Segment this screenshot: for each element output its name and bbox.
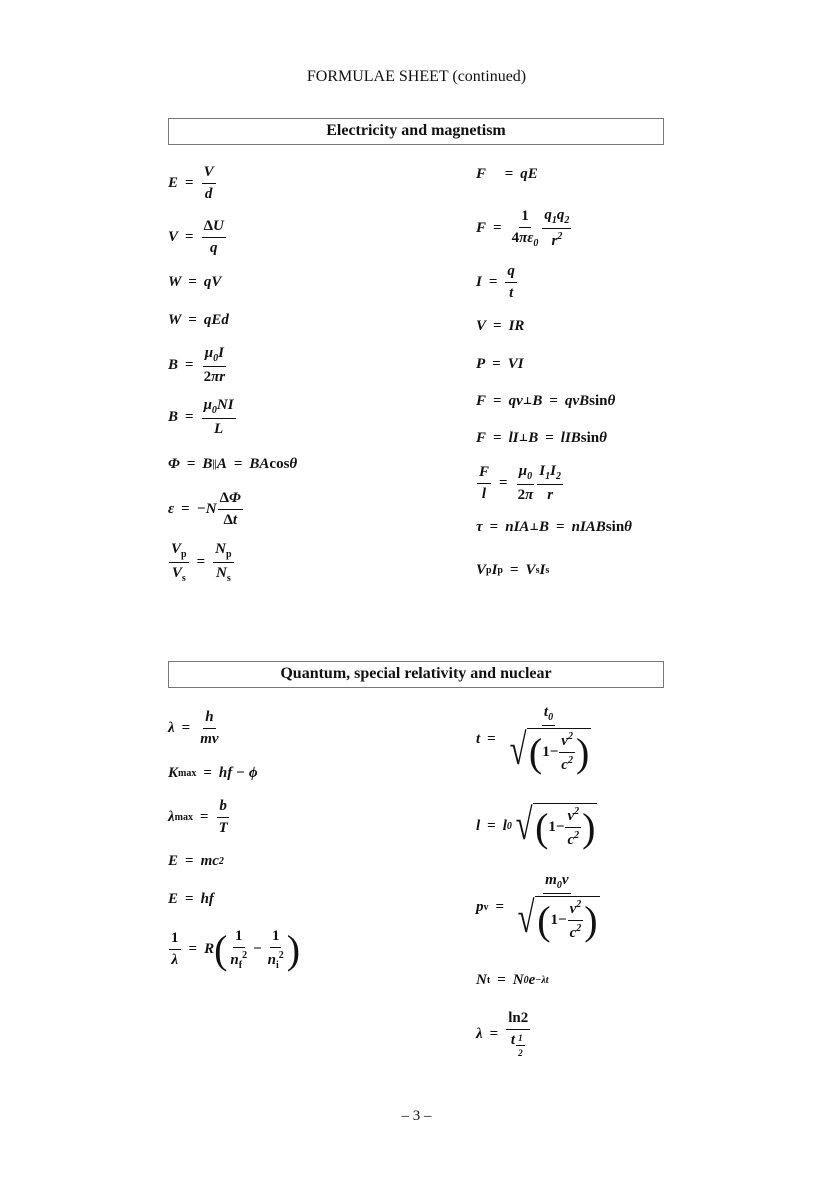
formula-force-parallel-wires: $\frac{F}{l}$ = $\frac{\mu_0}{2\pi}$ $\frac{I_1I_2}{r}$	[479, 463, 561, 503]
formula-faraday-emf: ε = −N $\frac{\Delta\Phi}{\Delta t}$	[168, 490, 241, 528]
formula-transformer-ratio: $\frac{V_p}{V_s}$ = $\frac{N_p}{N_s}$	[171, 541, 232, 584]
formula-rydberg: $\frac{1}{\lambda}$ = R ( $\frac{1}{n_f^2}$ − $\frac{1}{n_i^2}$ )	[171, 926, 301, 972]
formula-half-life: λ = ln2 t $_{\frac{1}{2}}$	[476, 1010, 529, 1059]
section-title-electricity-magnetism: Electricity and magnetism	[168, 118, 664, 145]
formula-magnetic-flux: Φ = B || A = BA cos θ	[168, 456, 298, 472]
formula-work-qv: W = qV	[168, 274, 222, 290]
formula-mass-energy: E = mc 2	[168, 853, 224, 869]
formula-radioactive-decay: N t = N 0 e −λt	[476, 972, 549, 988]
formula-magnetic-field-wire: B = $\frac{\mu_0I}{2\pi r}$	[168, 345, 226, 385]
formula-ohms-law: V = IR	[476, 318, 525, 334]
section-title-quantum-relativity-nuclear: Quantum, special relativity and nuclear	[168, 661, 664, 688]
formula-work-qed: W = qEd	[168, 312, 229, 328]
formula-torque-coil: τ = nIA ⊥ B = nIAB sin θ	[476, 519, 632, 535]
formula-wien-law: λ max = $\frac{b}{T}$	[168, 798, 228, 836]
formula-electric-force-vector: F⃗ = qE⃗	[476, 166, 550, 182]
formula-photon-energy: E = hf	[168, 891, 214, 907]
page-title: FORMULAE SHEET (continued)	[306, 68, 527, 85]
formula-magnetic-field-solenoid: B = $\frac{\mu_0NI}{L}$	[168, 397, 234, 437]
formula-force-on-conductor: F = lI ⊥ B = lIB sin θ	[476, 430, 607, 446]
formula-electric-field-voltage: E = $\frac{V}{d}$	[168, 164, 214, 202]
formula-power: P = VI	[476, 356, 524, 372]
formula-time-dilation: t = $t_0$ √ ( 1− $\frac{v^2}{c^2}$ )	[476, 704, 590, 775]
formula-force-on-charge: F = qv ⊥ B = qvB sin θ	[476, 393, 616, 409]
formula-coulomb-law: F = $\frac{1}{4\pi\varepsilon_0}$ $\frac{q_1q_2}{r^2}$	[476, 207, 570, 249]
formula-transformer-power: V p I p = V s I s	[476, 562, 550, 578]
formula-voltage-potential-energy: V = $\frac{\Delta U}{q}$	[168, 218, 224, 256]
formula-current: I = $\frac{q}{t}$	[476, 263, 515, 301]
formula-relativistic-momentum: p v = $m_0v$ √ ( 1− $\frac{v^2}{c^2}$ )	[476, 872, 598, 943]
formula-photoelectric: K max = hf − ϕ	[168, 765, 258, 781]
formula-length-contraction: l = l 0 √ ( 1− $\frac{v^2}{c^2}$ )	[476, 800, 596, 850]
formula-de-broglie: λ = $\frac{h}{mv}$	[168, 709, 219, 747]
page-number: – 3 –	[401, 1108, 432, 1124]
